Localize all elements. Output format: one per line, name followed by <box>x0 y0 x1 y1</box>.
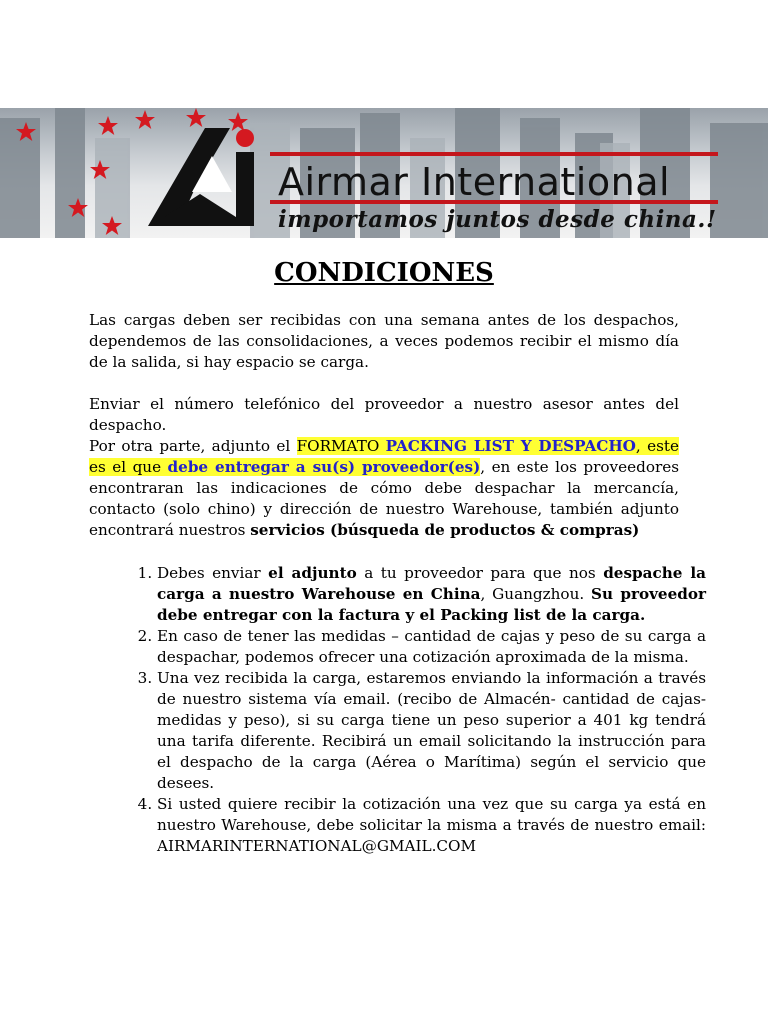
li1-text-d: , Guangzhou. <box>480 585 592 603</box>
red-rule-top <box>270 152 718 156</box>
conditions-list <box>130 563 706 857</box>
list-item: 4. Si usted quiere recibir la cotización una vez que su carga ya está en nuestro Warehouse, debe solicitar la misma a través de nuestro email: AIRMARINTERNATIONAL@GMAIL.COM <box>157 794 706 857</box>
airmar-logo-mark <box>148 128 254 226</box>
li1-bold-proveedor: Su proveedor debe entregar con la factura y el Packing list de la carga. <box>157 585 706 624</box>
highlight-supplier: debe entregar a su(s) proveedor(es) <box>167 458 481 476</box>
li1-bold-despache: despache la carga a nuestro Warehouse en China <box>157 564 706 603</box>
brand-slogan: importamos juntos desde china.! <box>278 206 717 233</box>
document-title: CONDICIONES <box>274 258 494 288</box>
list-item: 3. Una vez recibida la carga, estaremos enviando la información a través de nuestro sistema vía email. (recibo de Almacén- cantidad de cajas- medidas y peso), si su carga tiene un peso superior a 401 kg tendrá una tarifa diferente. Recibirá un email solicitando la instrucción para el despacho de la carga (Aérea o Marítima) según el servicio que desees. <box>157 668 706 794</box>
paragraph-packing-list <box>89 436 679 541</box>
li1-text-c: a tu proveedor para que nos <box>356 564 604 582</box>
list-item: 2. En caso de tener las medidas – cantidad de cajas y peso de su carga a despachar, podemos ofrecer una cotización aproximada de la misma. <box>157 626 706 668</box>
p3-text-1: Por otra parte, adjunto el <box>89 437 297 455</box>
li1-text-a: Debes enviar <box>157 564 269 582</box>
paragraph-supplier-phone: Enviar el número telefónico del proveedor a nuestro asesor antes del despacho. <box>89 395 679 434</box>
highlight-packing-list: PACKING LIST Y DESPACHO <box>385 437 636 455</box>
brand-name: Airmar International <box>278 160 671 204</box>
services-bold: servicios (búsqueda de productos & compras) <box>250 521 640 539</box>
p3-text-2: , este es el que <box>89 437 679 476</box>
li1-bold-adjunto: el adjunto <box>268 564 357 582</box>
paragraph-reception: Las cargas deben ser recibidas con una semana antes de los despachos, dependemos de las consolidaciones, a veces podemos recibir el mismo día de la salida, si hay espacio se carga. <box>89 311 679 371</box>
highlight-formato: FORMATO <box>296 437 386 455</box>
list-item <box>157 563 706 626</box>
p3-text-3: , en este los proveedores encontraran las indicaciones de cómo debe despachar la mercancía, contacto (solo chino) y dirección de nuestro Warehouse, también adjunto encontrará nuestros <box>89 458 679 539</box>
